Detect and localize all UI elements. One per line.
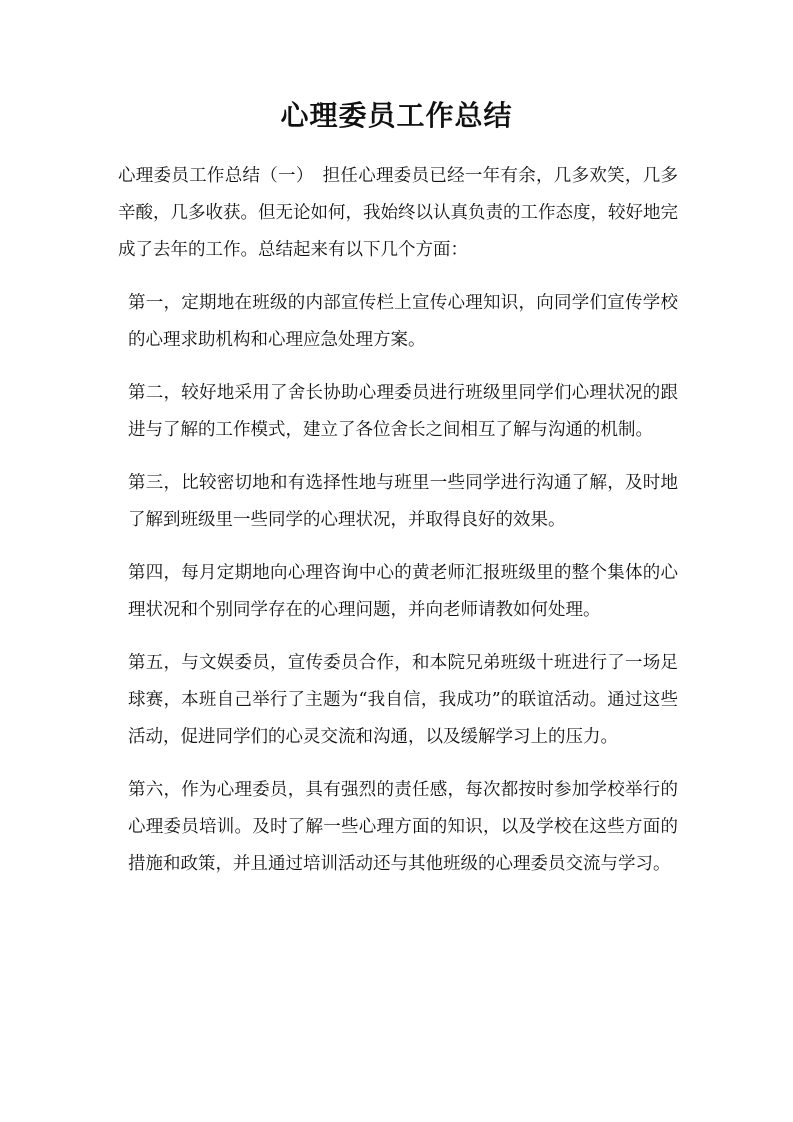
paragraph-item-2: 第二，较好地采用了舍长协助心理委员进行班级里同学们心理状况的跟进与了解的工作模式，建立了各位舍长之间相互了解与沟通的机制。 [128,383,678,440]
paragraph-item-3: 第三，比较密切地和有选择性地与班里一些同学进行沟通了解，及时地了解到班级里一些同学的心理状况，并取得良好的效果。 [128,473,678,530]
page-title: 心理委员工作总结 [280,99,513,132]
paragraph-item-1: 第一，定期地在班级的内部宣传栏上宣传心理知识，向同学们宣传学校的心理求助机构和心理应急处理方案。 [128,293,678,350]
document-body [118,158,678,899]
paragraph-item-5: 第五，与文娱委员，宣传委员合作，和本院兄弟班级十班进行了一场足球赛，本班自己举行了主题为“我自信，我成功”的联谊活动。通过这些活动，促进同学们的心灵交流和沟通，以及缓解学习上的压力。 [128,653,678,747]
paragraph-intro: 心理委员工作总结（一） 担任心理委员已经一年有余，几多欢笑，几多辛酸，几多收获。但无论如何，我始终以认真负责的工作态度，较好地完成了去年的工作。总结起来有以下几个方面： [118,166,678,260]
paragraph-item-6: 第六，作为心理委员，具有强烈的责任感，每次都按时参加学校举行的心理委员培训。及时了解一些心理方面的知识，以及学校在这些方面的措施和政策，并且通过培训活动还与其他班级的心理委员交流与学习。 [128,780,678,874]
paragraph-item-4: 第四，每月定期地向心理咨询中心的黄老师汇报班级里的整个集体的心理状况和个别同学存在的心理问题，并向老师请教如何处理。 [128,563,678,620]
